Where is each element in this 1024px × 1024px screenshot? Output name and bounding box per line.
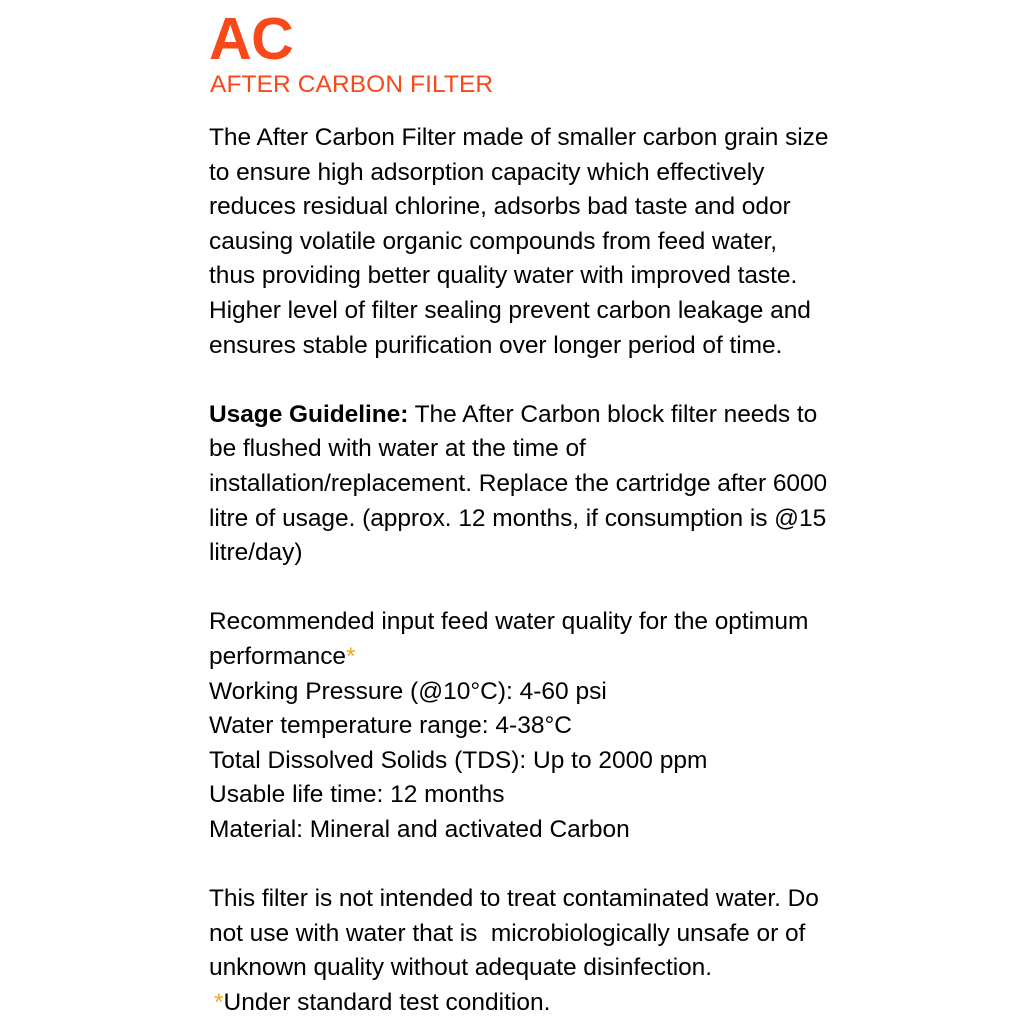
content-container xyxy=(209,6,834,1020)
page-title: AC xyxy=(209,6,294,72)
footnote xyxy=(209,986,829,1021)
list-item: Usable life time: 12 months xyxy=(209,781,505,809)
page-subtitle: AFTER CARBON FILTER xyxy=(210,71,494,98)
list-item: Water temperature range: 4-38°C xyxy=(209,712,572,740)
usage-guideline-text: The After Carbon block filter needs to be flushed with water at the time of installation/replacement. Replace the cartridge after 6000 litre of usage. (approx. 12 months, if consumption is @15 litre/day) xyxy=(209,400,834,567)
paragraph-spacer xyxy=(209,363,829,398)
list-item: Working Pressure (@10°C): 4-60 psi xyxy=(209,677,607,705)
disclaimer-paragraph: This filter is not intended to treat contaminated water. Do not use with water that is microbiologically unsafe or of unknown quality without adequate disinfection. xyxy=(209,885,826,982)
intro-paragraph: The After Carbon Filter made of smaller carbon grain size to ensure high adsorption capacity which effectively reduces residual chlorine, adsorbs bad taste and odor causing volatile organic compounds from feed water, thus providing better quality water with improved taste. Higher level of filter sealing prevent carbon leakage and ensures stable purification over longer period of time. xyxy=(209,124,829,359)
footnote-text: Under standard test condition. xyxy=(223,988,551,1016)
paragraph-spacer xyxy=(209,847,829,882)
recommended-quality-lead xyxy=(209,605,829,674)
spec-list xyxy=(209,675,829,848)
list-item: Total Dissolved Solids (TDS): Up to 2000 ppm xyxy=(209,746,708,774)
usage-guideline-paragraph xyxy=(209,398,834,571)
list-item: Material: Mineral and activated Carbon xyxy=(209,815,630,843)
asterisk-marker-icon: * xyxy=(214,988,224,1016)
usage-guideline-label: Usage Guideline: xyxy=(209,400,409,428)
paragraph-spacer xyxy=(209,571,829,606)
recommended-quality-text: Recommended input feed water quality for the optimum performance xyxy=(209,608,809,670)
asterisk-marker-icon: * xyxy=(346,642,356,670)
